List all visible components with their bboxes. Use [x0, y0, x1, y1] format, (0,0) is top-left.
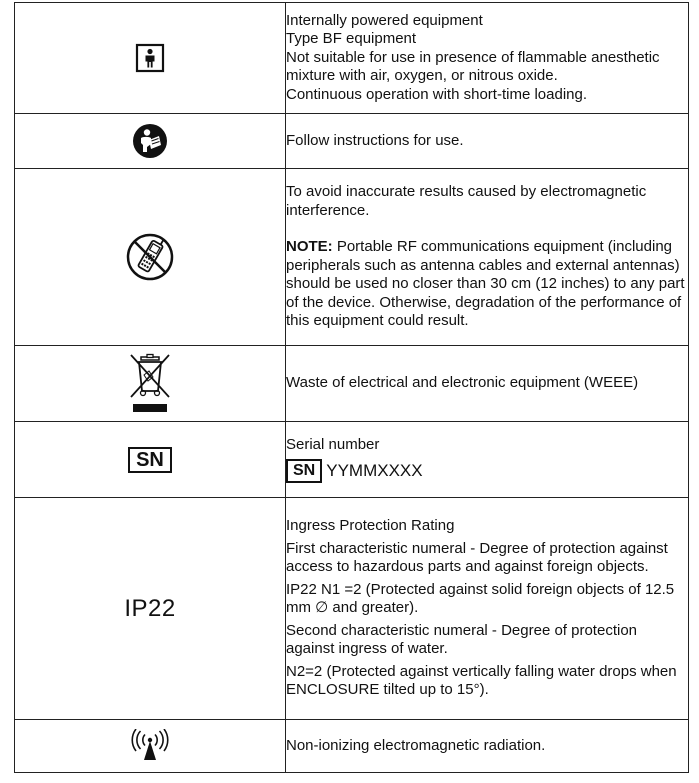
serial-number-format-line — [286, 459, 688, 483]
table-row — [15, 498, 689, 720]
description-line: Type BF equipment — [286, 30, 417, 48]
table-row — [15, 346, 689, 422]
symbol-cell — [15, 422, 286, 498]
ip-title: Ingress Protection Rating — [286, 517, 455, 535]
serial-number-symbol-small: SN — [286, 459, 322, 483]
description-text: Waste of electrical and electronic equipment (WEEE) — [286, 374, 639, 392]
ip-paragraph: N2=2 (Protected against vertically falling water drops when ENCLOSURE tilted up to 15°). — [286, 662, 677, 699]
note-text: Portable RF communications equipment (including peripherals such as antenna cables and external antennas) should be used no closer than 30 cm (12 inches) to any part of the device. Otherwise, degradation of the performance of this equipment could result. — [286, 238, 685, 330]
ip-rating-symbol: IP22 — [124, 594, 176, 622]
symbols-table — [14, 2, 689, 773]
table-row — [15, 114, 689, 169]
description-cell — [286, 114, 689, 169]
description-cell — [286, 498, 689, 720]
table-row — [15, 169, 689, 346]
description-line: Internally powered equipment — [286, 11, 483, 29]
follow-instructions-icon — [132, 123, 168, 159]
description-cell — [286, 720, 689, 773]
symbol-cell — [15, 498, 286, 720]
crossed-out-bin-icon — [127, 353, 173, 415]
description-text: To avoid inaccurate results caused by electromagnetic interference. — [286, 183, 647, 219]
table-row — [15, 720, 689, 773]
symbol-cell — [15, 169, 286, 346]
description-line: Continuous operation with short-time loading. — [286, 85, 588, 103]
serial-number-symbol: SN — [128, 447, 172, 473]
description-line: Not suitable for use in presence of flammable anesthetic mixture with air, oxygen, or nitrous oxide. — [286, 48, 660, 85]
symbol-cell — [15, 346, 286, 422]
description-text: Follow instructions for use. — [286, 131, 464, 149]
no-mobile-phone-icon — [125, 232, 175, 282]
table-row — [15, 422, 689, 498]
note-label: NOTE: — [286, 238, 333, 256]
note-paragraph — [286, 238, 688, 331]
ip-paragraph: IP22 N1 =2 (Protected against solid foreign objects of 12.5 mm ∅ and greater). — [286, 580, 675, 617]
symbol-cell — [15, 114, 286, 169]
serial-number-label: Serial number — [286, 435, 380, 453]
type-bf-applied-part-icon — [135, 43, 165, 73]
symbol-cell — [15, 3, 286, 114]
description-cell — [286, 3, 689, 114]
description-cell — [286, 169, 689, 346]
symbol-cell — [15, 720, 286, 773]
description-cell — [286, 346, 689, 422]
serial-number-format: YYMMXXXX — [326, 461, 423, 480]
non-ionizing-radiation-icon — [130, 729, 170, 763]
table-row — [15, 3, 689, 114]
description-cell — [286, 422, 689, 498]
description-text: Non-ionizing electromagnetic radiation. — [286, 736, 546, 754]
ip-paragraph: Second characteristic numeral - Degree of protection against ingress of water. — [286, 621, 638, 658]
ip-paragraph: First characteristic numeral - Degree of protection against access to hazardous parts and against foreign objects. — [286, 539, 668, 576]
